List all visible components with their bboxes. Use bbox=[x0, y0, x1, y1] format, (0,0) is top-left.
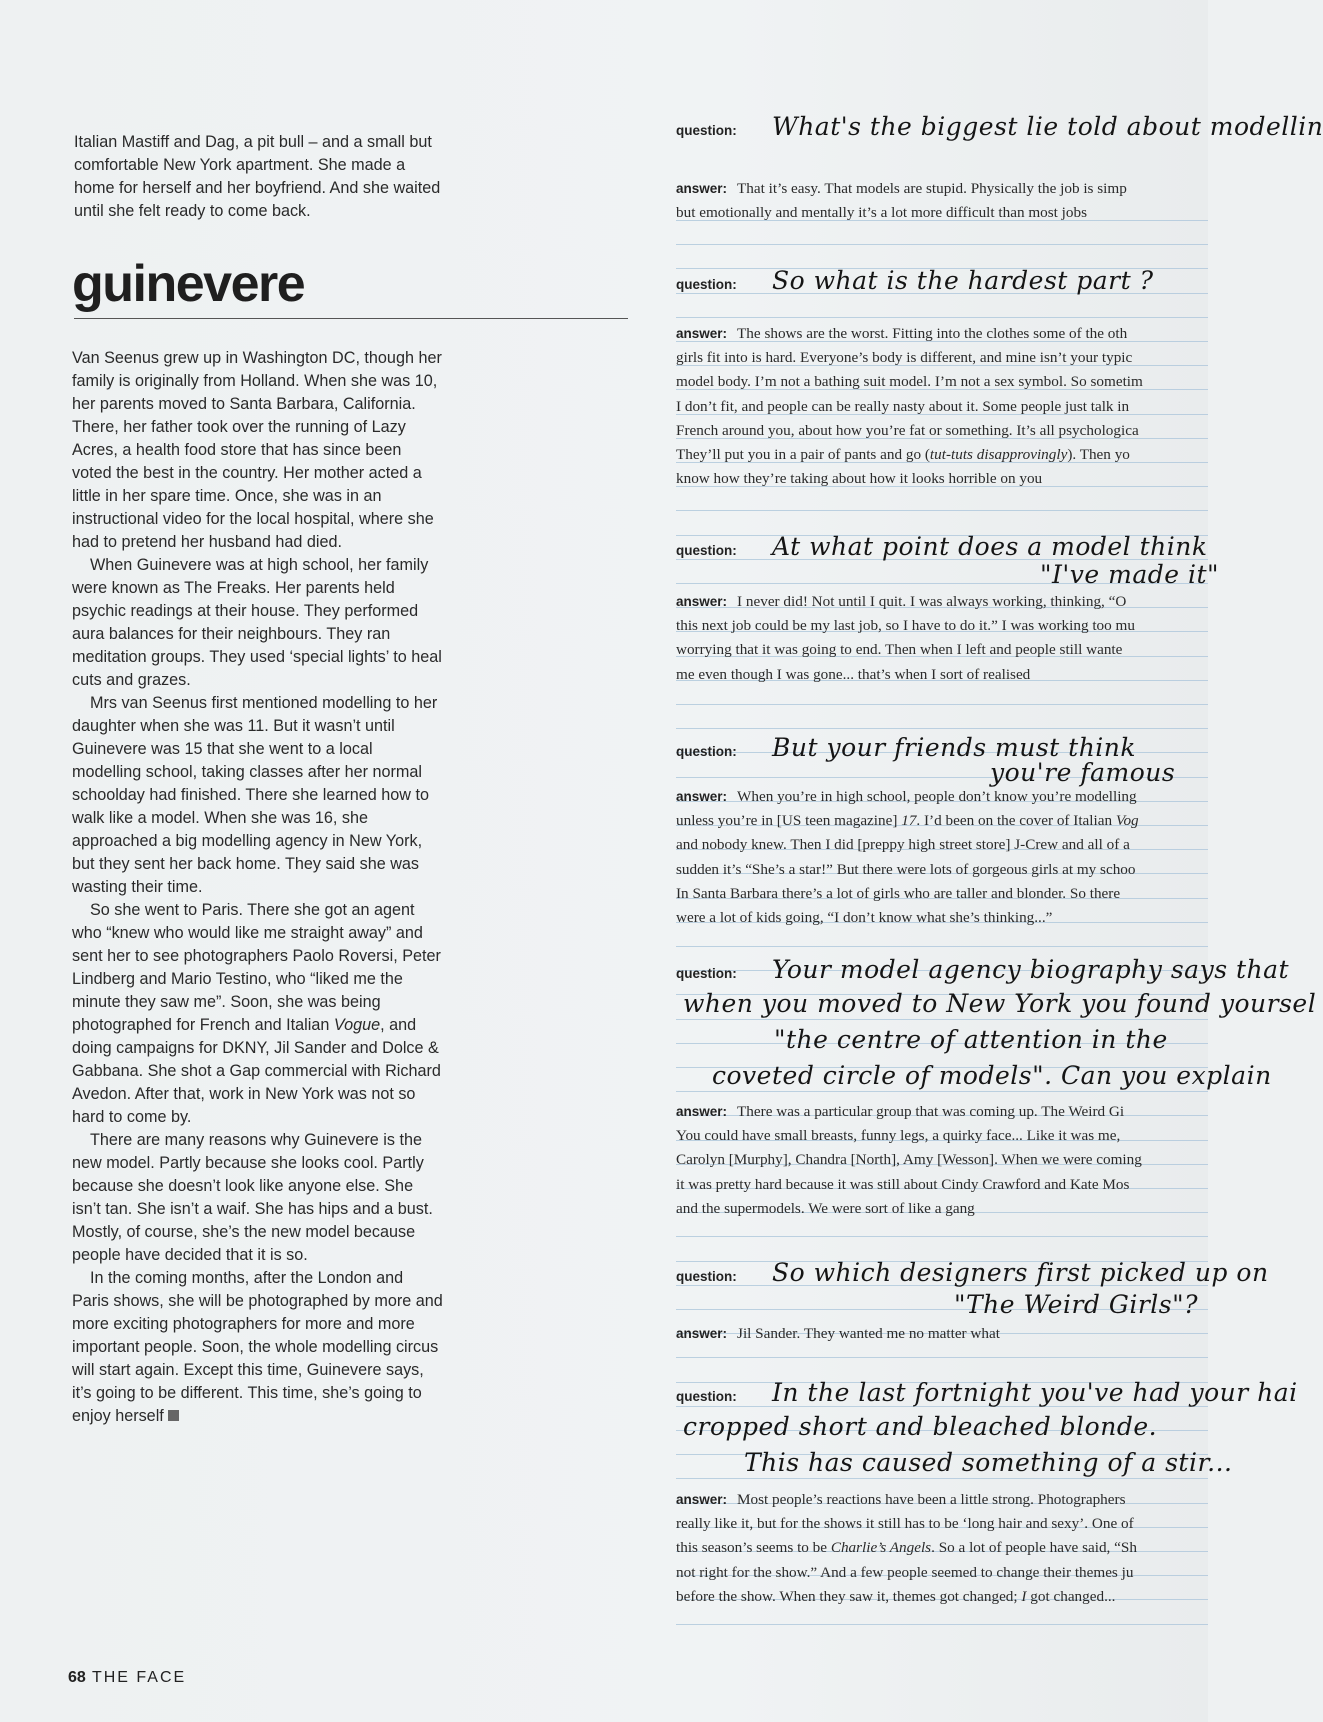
answer-line: me even though I was gone... that’s when I sort of realised bbox=[676, 665, 1031, 683]
answer bbox=[676, 322, 1236, 491]
handwritten-question: This has caused something of a stir... bbox=[744, 1448, 1233, 1477]
answer-line: sudden it’s “She’s a star!” But there were lots of gorgeous girls at my schoo bbox=[676, 860, 1136, 878]
ruled-line bbox=[676, 704, 1208, 705]
answer-line: not right for the show.” And a few people seemed to change their themes ju bbox=[676, 1563, 1134, 1581]
answer-label: answer: bbox=[676, 1492, 728, 1507]
handwritten-question: when you moved to New York you found yoursel bbox=[683, 989, 1317, 1018]
end-mark-icon bbox=[168, 1410, 179, 1421]
answer-line: That it’s easy. That models are stupid. Physically the job is simp bbox=[737, 180, 1127, 197]
answer-label: answer: bbox=[676, 594, 728, 609]
question-label: question: bbox=[676, 744, 737, 759]
answer-line: ). Then yo bbox=[1067, 446, 1130, 464]
answer-italic: I bbox=[1021, 1587, 1027, 1605]
ruled-line bbox=[676, 1357, 1208, 1358]
answer-line: model body. I’m not a bathing suit model. I’m not a sex symbol. So sometim bbox=[676, 373, 1143, 391]
body-paragraph bbox=[72, 1267, 444, 1428]
answer-line: and nobody knew. Then I did [preppy high street store] J-Crew and all of a bbox=[676, 836, 1130, 854]
ruled-line bbox=[676, 1236, 1208, 1237]
handwritten-question: In the last fortnight you've had your hai bbox=[772, 1378, 1298, 1407]
question-line bbox=[676, 1378, 1298, 1407]
answer-line: this next job could be my last job, so I have to do it.” I was working too mu bbox=[676, 617, 1135, 635]
answer bbox=[676, 785, 1236, 930]
body-paragraph bbox=[72, 899, 444, 1129]
answer-line: Carolyn [Murphy], Chandra [North], Amy [Wesson]. When we were coming bbox=[676, 1151, 1142, 1169]
answer-label: answer: bbox=[676, 789, 728, 804]
answer-line: were a lot of kids going, “I don’t know what she’s thinking...” bbox=[676, 909, 1053, 927]
question-line bbox=[676, 112, 1323, 141]
answer-label: answer: bbox=[676, 181, 728, 196]
handwritten-question: So which designers first picked up on bbox=[772, 1258, 1269, 1287]
answer-italic: Vog bbox=[1115, 812, 1139, 830]
answer-line: French around you, about how you’re fat or something. It’s all psychologica bbox=[676, 421, 1139, 439]
answer-italic: 17 bbox=[901, 812, 917, 830]
ruled-line bbox=[676, 1019, 1208, 1020]
body-paragraph: When Guinevere was at high school, her family were known as The Freaks. Her parents held psychic readings at their house. They performed aura balances for their neighbours. They ran meditation groups. They used ‘special lights’ to heal cuts and grazes. bbox=[72, 556, 442, 689]
answer bbox=[676, 1488, 1236, 1609]
handwritten-question: So what is the hardest part ? bbox=[772, 266, 1154, 295]
ruled-line bbox=[676, 1478, 1208, 1479]
ruled-line bbox=[676, 946, 1208, 947]
handwritten-question: "The Weird Girls"? bbox=[954, 1290, 1199, 1319]
answer-line: The shows are the worst. Fitting into the clothes some of the oth bbox=[737, 325, 1128, 342]
question-label: question: bbox=[676, 966, 737, 981]
ruled-line bbox=[676, 728, 1208, 729]
answer-line: Most people’s reactions have been a little strong. Photographers bbox=[737, 1491, 1126, 1508]
answer bbox=[676, 1100, 1236, 1221]
body-text: So she went to Paris. There she got an agent who “knew who would like me straight away” and sent her to see photographers Paolo Roversi, Peter Lindberg and Mario Testino, who “liked me the minute they saw me”. Soon, she was being photographed for French and Italian bbox=[72, 901, 441, 1034]
answer-line: You could have small breasts, funny legs, a quirky face... Like it was me, bbox=[676, 1127, 1121, 1145]
answer bbox=[676, 590, 1236, 687]
question-label: question: bbox=[676, 1389, 737, 1404]
handwritten-question: coveted circle of models". Can you explain bbox=[712, 1061, 1272, 1090]
intro-text: Italian Mastiff and Dag, a pit bull – and a small but comfortable New York apartment. She made a home for herself and her boyfriend. And she waited until she felt ready to come back. bbox=[74, 133, 441, 220]
body-text: In the coming months, after the London and Paris shows, she will be photographed by more and more exciting photographers for more and more important people. Soon, the whole modelling circus will start again. Except this time, Guinevere says, it’s going to be different. This time, she’s going to enjoy herself bbox=[72, 1269, 443, 1425]
handwritten-question: cropped short and bleached blonde. bbox=[683, 1412, 1158, 1441]
answer-line: got changed... bbox=[1026, 1587, 1116, 1605]
handwritten-question: At what point does a model think bbox=[772, 532, 1208, 561]
answer-line: it was pretty hard because it was still about Cindy Crawford and Kate Mos bbox=[676, 1175, 1130, 1193]
intro-paragraph bbox=[74, 131, 444, 223]
article-body bbox=[72, 347, 444, 1428]
answer-italic: Charlie’s Angels bbox=[830, 1539, 932, 1557]
answer-line: know how they’re taking about how it looks horrible on you bbox=[676, 470, 1043, 488]
answer-line: before the show. When they saw it, themes got changed; bbox=[676, 1587, 1022, 1605]
question-label: question: bbox=[676, 543, 737, 558]
answer-line: and the supermodels. We were sort of like a gang bbox=[676, 1199, 975, 1217]
answer-line: Jil Sander. They wanted me no matter what bbox=[737, 1325, 1000, 1342]
body-paragraph: Van Seenus grew up in Washington DC, though her family is originally from Holland. When she was 10, her parents moved to Santa Barbara, California. There, her father took over the running of Lazy Acres, a health food store that has since been voted the best in the country. Her mother acted a little in her spare time. Once, she was in an instructional video for the local hospital, where she had to pretend her husband had died. bbox=[72, 349, 442, 551]
body-paragraph: There are many reasons why Guinevere is the new model. Partly because she looks cool. Partly because she doesn’t look like anyone else. She isn’t tan. She isn’t a waif. She has hips and a bust. Mostly, of course, she’s the new model because people have decided that it is so. bbox=[72, 1131, 433, 1264]
answer-line: . So a lot of people have said, “Sh bbox=[931, 1539, 1137, 1557]
answer-line: girls fit into is hard. Everyone’s body is different, and mine isn’t your typic bbox=[676, 349, 1133, 367]
answer-line: I never did! Not until I quit. I was always working, thinking, “O bbox=[737, 593, 1127, 610]
question-label: question: bbox=[676, 1269, 737, 1284]
answer bbox=[676, 177, 1236, 225]
answer-line: really like it, but for the shows it still has to be ‘long hair and sexy’. One of bbox=[676, 1515, 1134, 1533]
answer-label: answer: bbox=[676, 1326, 728, 1341]
handwritten-question: "the centre of attention in the bbox=[774, 1025, 1168, 1054]
page-number: 68 bbox=[68, 1669, 86, 1686]
title-rule bbox=[74, 318, 628, 319]
question-line bbox=[676, 955, 1289, 984]
ruled-line bbox=[676, 510, 1208, 511]
handwritten-question: What's the biggest lie told about modellin bbox=[772, 112, 1323, 141]
question-line bbox=[676, 1258, 1269, 1287]
magazine-name: Vogue bbox=[333, 1016, 381, 1034]
handwritten-question: "I've made it" bbox=[1040, 560, 1220, 589]
answer-line: . I’d been on the cover of Italian bbox=[916, 812, 1116, 830]
ruled-line bbox=[676, 244, 1208, 245]
answer-label: answer: bbox=[676, 326, 728, 341]
ruled-line bbox=[676, 317, 1208, 318]
answer-line: There was a particular group that was coming up. The Weird Gi bbox=[737, 1103, 1125, 1120]
answer-italic: tut-tuts disapprovingly bbox=[929, 446, 1068, 464]
question-line bbox=[676, 532, 1208, 561]
answer-line: They’ll put you in a pair of pants and go ( bbox=[676, 446, 930, 464]
answer-line: When you’re in high school, people don’t know you’re modelling bbox=[737, 788, 1137, 805]
answer-line: unless you’re in [US teen magazine] bbox=[676, 812, 902, 830]
answer bbox=[676, 1322, 1236, 1346]
question-label: question: bbox=[676, 123, 737, 138]
handwritten-question: Your model agency biography says that bbox=[772, 955, 1290, 984]
body-paragraph: Mrs van Seenus first mentioned modelling to her daughter when she was 11. But it wasn’t until Guinevere was 15 that she went to a local modelling school, taking classes after her normal schoolday had finished. There she learned how to walk like a model. When she was 16, she approached a big modelling agency in New York, but they sent her back home. They said she was wasting their time. bbox=[72, 694, 438, 896]
page-footer bbox=[68, 1669, 186, 1687]
answer-line: In Santa Barbara there’s a lot of girls who are taller and blonder. So there bbox=[676, 884, 1121, 902]
answer-label: answer: bbox=[676, 1104, 728, 1119]
handwritten-question: you're famous bbox=[990, 758, 1176, 787]
ruled-line bbox=[676, 1624, 1208, 1625]
answer-line: this season’s seems to be bbox=[676, 1539, 831, 1557]
question-line bbox=[676, 266, 1154, 295]
body-text: , and doing campaigns for DKNY, Jil Sander and Dolce & Gabbana. She shot a Gap commercial with Richard Avedon. After that, work in New York was not so hard to come by. bbox=[72, 1016, 441, 1126]
magazine-title: THE FACE bbox=[91, 1669, 187, 1686]
ruled-line bbox=[676, 1091, 1208, 1092]
section-title: guinevere bbox=[72, 255, 305, 313]
handwritten-question: But your friends must think bbox=[772, 733, 1137, 762]
question-label: question: bbox=[676, 277, 737, 292]
answer-line: worrying that it was going to end. Then when I left and people still wante bbox=[676, 641, 1123, 659]
answer-line: but emotionally and mentally it’s a lot more difficult than most jobs bbox=[676, 204, 1087, 222]
answer-line: I don’t fit, and people can be really nasty about it. Some people just talk in bbox=[676, 397, 1130, 415]
